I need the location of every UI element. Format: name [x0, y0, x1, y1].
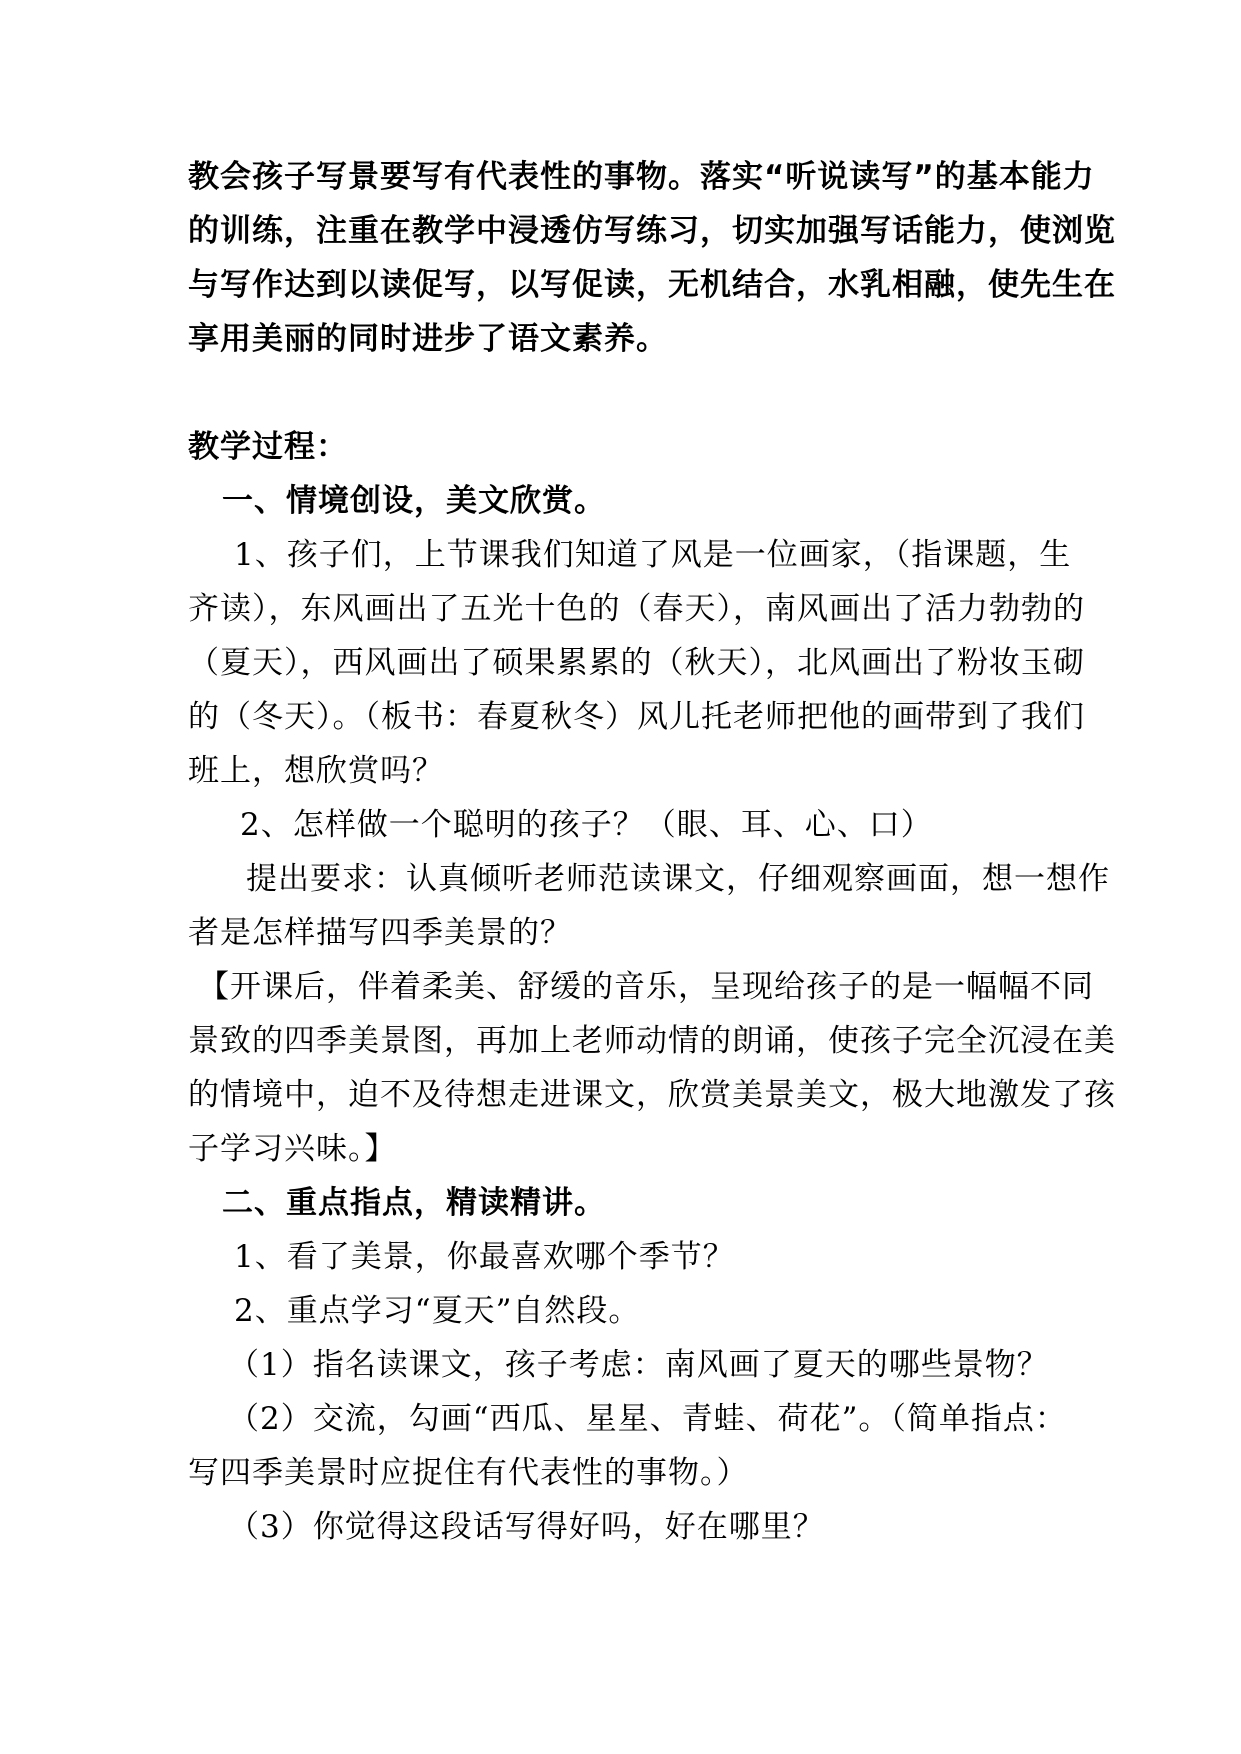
section-1-note	[188, 960, 1116, 1176]
section-2-sub-3: （3）你觉得这段话写得好吗，好在哪里？	[228, 1509, 825, 1545]
text-line: 的（冬天）。（板书：春夏秋冬）风儿托老师把他的画带到了我们	[188, 699, 1085, 735]
text-line: 提出要求：认真倾听老师范读课文，仔细观察画面，想一想作	[246, 861, 1110, 897]
text-line: 子学习兴味。】	[188, 1131, 397, 1167]
section-1-item-2: 2、怎样做一个聪明的孩子？（眼、耳、心、口）	[240, 807, 933, 843]
text-line: 班上，想欣赏吗？	[188, 753, 444, 789]
text-line: 的训练，注重在教学中浸透仿写练习，切实加强写话能力，使浏览	[188, 213, 1116, 249]
text-line: 齐读），东风画出了五光十色的（春天），南风画出了活力勃勃的	[188, 591, 1085, 627]
text-line: （2）交流，勾画“西瓜、星星、青蛙、荷花”。（简单指点：	[228, 1401, 1067, 1437]
section-1-item-1	[188, 528, 1085, 798]
text-line: 者是怎样描写四季美景的？	[188, 915, 572, 951]
section-2-item-2: 2、重点学习“夏天”自然段。	[234, 1293, 641, 1329]
section-2-sub-1: （1）指名读课文，孩子考虑：南风画了夏天的哪些景物？	[228, 1347, 1049, 1383]
text-line: 景致的四季美景图，再加上老师动情的朗诵，使孩子完全沉浸在美	[188, 1023, 1116, 1059]
intro-paragraph	[188, 150, 1116, 366]
text-line: 【开课后，伴着柔美、舒缓的音乐，呈现给孩子的是一幅幅不同	[198, 969, 1094, 1005]
text-line: 的情境中，迫不及待想走进课文，欣赏美景美文，极大地激发了孩	[188, 1077, 1116, 1113]
text-line: 写四季美景时应捉住有代表性的事物。）	[188, 1455, 749, 1491]
section-2-sub-2	[188, 1392, 1067, 1500]
text-line: （夏天），西风画出了硕果累累的（秋天），北风画出了粉妆玉砌	[188, 645, 1085, 681]
text-line: 享用美丽的同时进步了语文素养。	[188, 321, 668, 357]
text-line: 教会孩子写景要写有代表性的事物。落实“听说读写”的基本能力	[188, 159, 1095, 195]
section-2-title: 二、重点指点，精读精讲。	[222, 1185, 606, 1221]
section-1-title: 一、情境创设，美文欣赏。	[222, 483, 606, 519]
paragraph-gap	[188, 366, 1056, 420]
section-1-requirement	[188, 852, 1110, 960]
process-heading: 教学过程：	[188, 429, 348, 465]
section-2	[188, 1176, 1067, 1554]
text-line: 与写作达到以读促写，以写促读，无机结合，水乳相融，使先生在	[188, 267, 1116, 303]
text-line: 1、孩子们，上节课我们知道了风是一位画家，（指课题，生	[234, 537, 1072, 573]
section-1	[188, 474, 1116, 1176]
section-2-item-1: 1、看了美景，你最喜欢哪个季节？	[234, 1239, 735, 1275]
document-page	[188, 150, 1116, 1554]
